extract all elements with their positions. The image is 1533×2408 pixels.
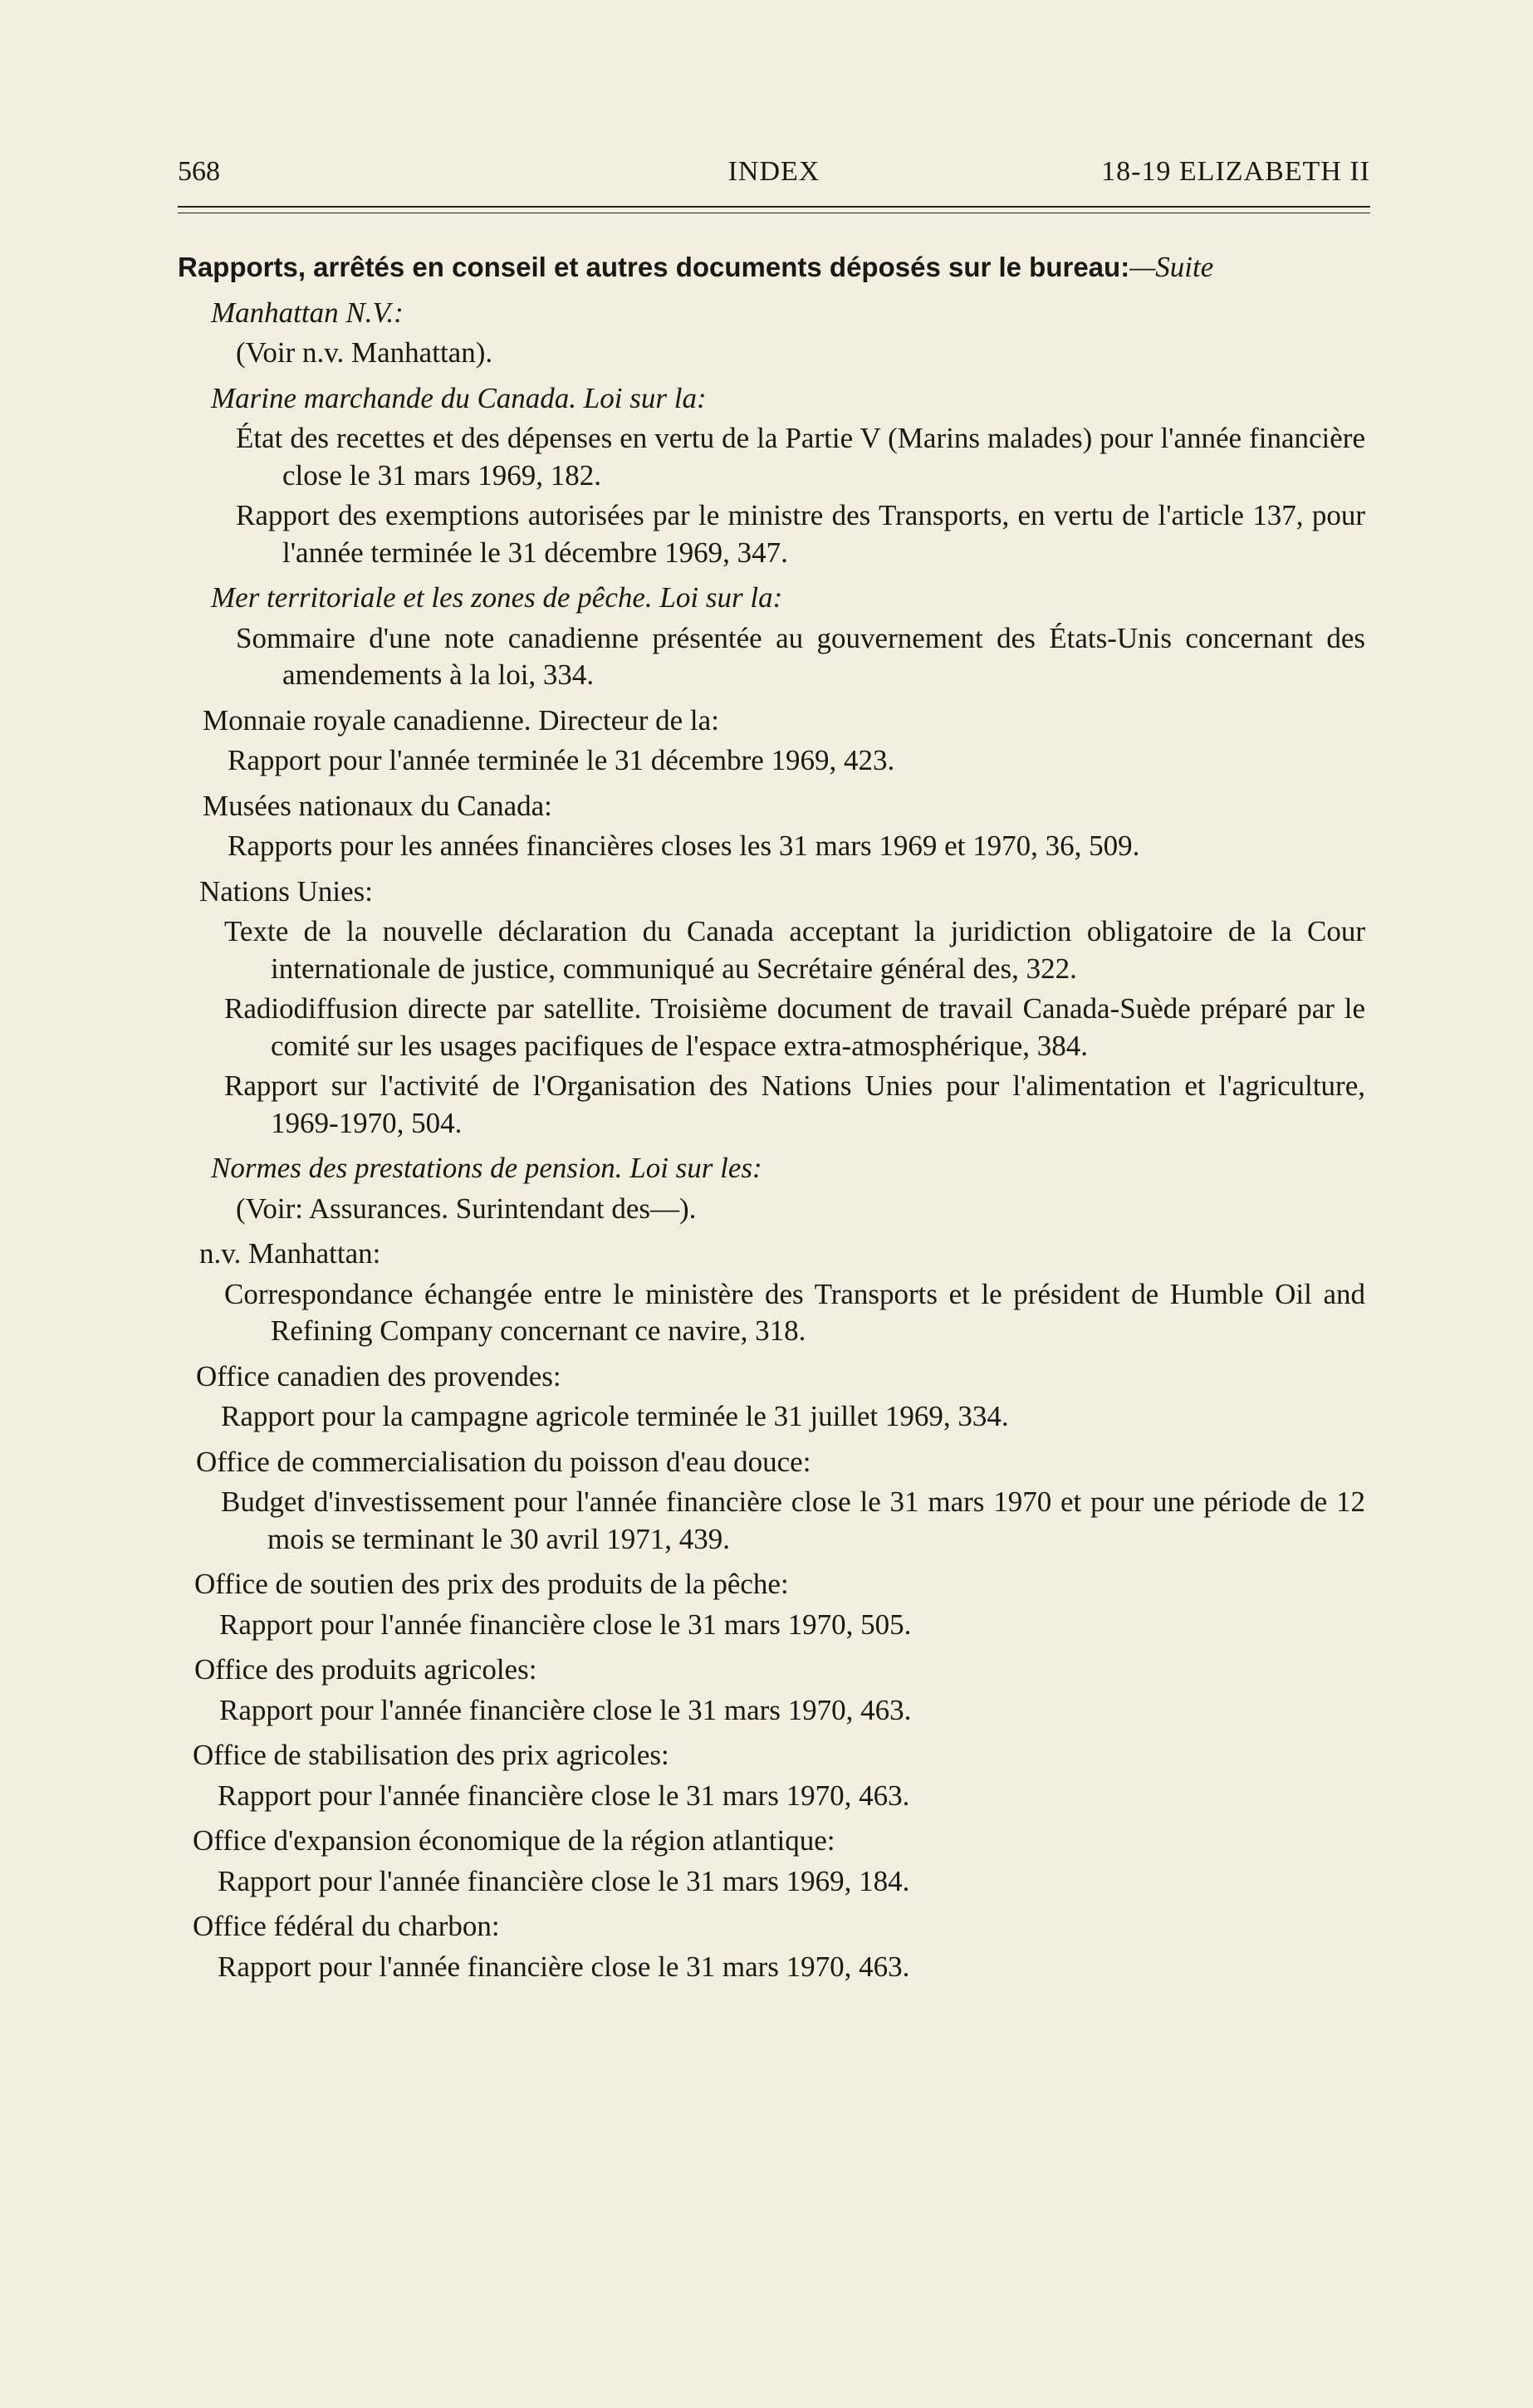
entry-title: Office de soutien des prix des produits de la pêche: xyxy=(194,1568,789,1600)
entry-title: Manhattan N.V.: xyxy=(211,296,404,329)
index-entry xyxy=(159,1823,1365,1900)
entry-title: n.v. Manhattan: xyxy=(199,1237,381,1270)
entry-title: Nations Unies: xyxy=(199,874,374,908)
index-entry xyxy=(169,788,1365,865)
entry-subitem: Rapport sur l'activité de l'Organisation des Nations Unies pour l'alimentation et l'agriculture, 1969-1970, 504. xyxy=(224,1069,1365,1139)
section-heading-suite: —Suite xyxy=(1129,251,1214,283)
entry-subitem: Texte de la nouvelle déclaration du Canada acceptant la juridiction obligatoire de la Cour internationale de justice, communiqué au Secrétaire général des, 322. xyxy=(224,915,1365,985)
index-entry xyxy=(161,1566,1365,1643)
entry-subitem: Rapport pour l'année terminée le 31 décembre 1969, 423. xyxy=(228,744,895,776)
section-heading-main: Rapports, arrêtés en conseil et autres documents déposés sur le bureau: xyxy=(178,252,1130,282)
index-entry xyxy=(159,1908,1365,1985)
page-header xyxy=(178,156,1370,198)
entry-subitem: (Voir n.v. Manhattan). xyxy=(236,336,493,369)
entry-subitem: Rapport pour l'année financière close le 31 mars 1970, 463. xyxy=(218,1779,910,1812)
entry-title: Office d'expansion économique de la région atlantique: xyxy=(193,1824,835,1857)
entry-title: Monnaie royale canadienne. Directeur de la: xyxy=(203,703,719,737)
entry-subitem: Rapport pour la campagne agricole terminée le 31 juillet 1969, 334. xyxy=(221,1400,1009,1432)
index-entry xyxy=(161,1652,1365,1729)
entry-title: Office canadien des provendes: xyxy=(196,1359,561,1392)
entry-subitem: État des recettes et des dépenses en vertu de la Partie V (Marins malades) pour l'année financière close le 31 mars 1969, 182. xyxy=(236,422,1365,492)
index-entry xyxy=(166,874,1365,1143)
entry-subitem: Rapport des exemptions autorisées par le ministre des Transports, en vertu de l'article 137, pour l'année terminée le 31 décembre 1969, 347. xyxy=(236,499,1365,569)
index-entry xyxy=(178,580,1365,694)
index-entry xyxy=(178,380,1365,572)
index-content xyxy=(178,249,1365,1985)
entry-subitem: Rapports pour les années financières closes les 31 mars 1969 et 1970, 36, 509. xyxy=(228,830,1140,862)
entry-subitem: Budget d'investissement pour l'année financière close le 31 mars 1970 et pour une période de 12 mois se terminant le 30 avril 1971, 439. xyxy=(221,1485,1365,1555)
index-entry xyxy=(178,295,1365,372)
entry-title: Office de stabilisation des prix agricoles: xyxy=(193,1739,669,1771)
entry-subitem: Sommaire d'une note canadienne présentée au gouvernement des États-Unis concernant des amendements à la loi, 334. xyxy=(236,621,1365,691)
entry-subitem: Rapport pour l'année financière close le 31 mars 1970, 463. xyxy=(218,1950,910,1983)
entry-title: Mer territoriale et les zones de pêche. Loi sur la: xyxy=(211,581,783,614)
entry-subitem: (Voir: Assurances. Surintendant des—). xyxy=(236,1192,697,1225)
entry-subitem: Radiodiffusion directe par satellite. Troisième document de travail Canada-Suède préparé par le comité sur les usages pacifiques de l'espace extra-atmosphérique, 384. xyxy=(224,992,1365,1062)
entry-title: Musées nationaux du Canada: xyxy=(203,789,552,822)
entry-title: Office des produits agricoles: xyxy=(194,1653,537,1686)
section-heading xyxy=(178,249,1365,286)
entry-title: Marine marchande du Canada. Loi sur la: xyxy=(211,381,707,414)
entry-subitem: Rapport pour l'année financière close le 31 mars 1970, 505. xyxy=(219,1608,912,1641)
index-entry xyxy=(159,1737,1365,1814)
index-entry xyxy=(178,1150,1365,1227)
index-entry xyxy=(169,702,1365,780)
entry-title: Office fédéral du charbon: xyxy=(193,1910,500,1942)
volume-label: 18-19 ELIZABETH II xyxy=(1101,156,1370,187)
index-entry xyxy=(166,1236,1365,1350)
entry-subitem: Rapport pour l'année financière close le 31 mars 1970, 463. xyxy=(219,1693,912,1726)
index-entry xyxy=(163,1444,1365,1559)
entry-subitem: Correspondance échangée entre le ministère des Transports et le président de Humble Oil and Refining Company concernant ce navire, 318. xyxy=(224,1277,1365,1347)
index-entry xyxy=(163,1358,1365,1436)
page-number: 568 xyxy=(178,156,220,187)
entry-subitem: Rapport pour l'année financière close le 31 mars 1969, 184. xyxy=(218,1864,910,1897)
entry-list xyxy=(178,295,1365,1986)
header-rule-top xyxy=(178,206,1370,208)
page-title: INDEX xyxy=(727,156,820,187)
entry-title: Normes des prestations de pension. Loi sur les: xyxy=(211,1152,762,1184)
entry-title: Office de commercialisation du poisson d'eau douce: xyxy=(196,1445,811,1478)
